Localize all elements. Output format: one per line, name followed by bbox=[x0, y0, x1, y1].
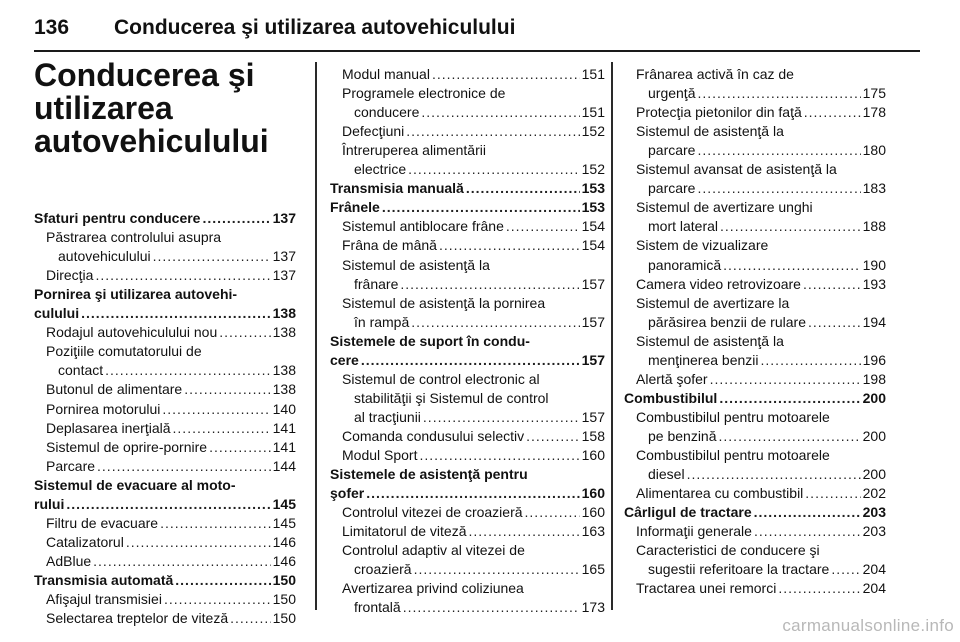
dot-leader bbox=[408, 160, 580, 178]
toc-entry bbox=[34, 438, 296, 456]
dot-leader bbox=[439, 236, 580, 254]
dot-leader bbox=[153, 247, 271, 265]
dot-leader bbox=[421, 103, 579, 121]
toc-entry-title: Alertă şofer bbox=[636, 370, 708, 387]
toc-entry bbox=[330, 160, 605, 178]
dot-leader bbox=[400, 275, 579, 293]
dot-leader bbox=[778, 579, 860, 597]
dot-leader bbox=[466, 179, 580, 197]
toc-entry-title: contact bbox=[58, 362, 104, 379]
toc-entry bbox=[624, 408, 886, 426]
watermark: carmanualsonline.info bbox=[782, 616, 954, 635]
dot-leader bbox=[219, 323, 270, 341]
toc-entry-title: Sistemele de asistenţă pentru bbox=[330, 466, 528, 483]
toc-entry-page: 146 bbox=[272, 552, 296, 569]
dot-leader bbox=[719, 389, 860, 407]
toc-entry-title: electrice bbox=[354, 161, 407, 178]
toc-entry bbox=[624, 236, 886, 254]
toc-entry-title: Deplasarea inerţială bbox=[46, 419, 171, 436]
toc-entry-title: panoramică bbox=[648, 256, 722, 273]
dot-leader bbox=[697, 141, 860, 159]
toc-entry-page: 203 bbox=[862, 504, 886, 521]
page-number: 136 bbox=[34, 16, 70, 39]
dot-leader bbox=[432, 65, 580, 83]
toc-entry-title: croazieră bbox=[354, 561, 412, 578]
toc-entry bbox=[330, 217, 605, 235]
toc-entry-title: AdBlue bbox=[46, 552, 92, 569]
toc-entry bbox=[624, 294, 886, 312]
dot-leader bbox=[184, 380, 270, 398]
toc-entry-title: Frânarea activă în caz de bbox=[636, 66, 794, 82]
toc-entry bbox=[330, 179, 605, 197]
toc-entry bbox=[330, 313, 605, 331]
toc-entry-title: Protecţia pietonilor din faţă bbox=[636, 104, 802, 121]
toc-entry-page: 146 bbox=[272, 533, 296, 550]
dot-leader bbox=[81, 304, 271, 322]
toc-entry bbox=[330, 541, 605, 559]
toc-entry-page: 151 bbox=[581, 104, 605, 121]
chapter-title-line: autovehiculului bbox=[34, 123, 269, 159]
toc-entry bbox=[34, 400, 296, 418]
toc-entry bbox=[624, 84, 886, 102]
toc-entry-page: 151 bbox=[581, 66, 605, 82]
dot-leader bbox=[93, 552, 270, 570]
dot-leader bbox=[414, 560, 580, 578]
toc-entry-page: 178 bbox=[862, 104, 886, 121]
toc-entry-title: culului bbox=[34, 305, 80, 322]
toc-entry bbox=[624, 103, 886, 121]
toc-entry-page: 152 bbox=[581, 161, 605, 178]
toc-entry bbox=[330, 122, 605, 140]
dot-leader bbox=[230, 609, 271, 627]
chapter-title bbox=[34, 59, 314, 158]
toc-entry-title: Pornirea motorului bbox=[46, 400, 161, 417]
toc-entry-title: Modul manual bbox=[342, 66, 430, 82]
toc-entry-title: Direcţia bbox=[46, 267, 94, 284]
toc-entry-page: 180 bbox=[862, 142, 886, 159]
toc-entry-title: Frânele bbox=[330, 199, 380, 216]
toc-entry bbox=[624, 560, 886, 578]
toc-entry-page: 163 bbox=[581, 523, 605, 540]
toc-entry-page: 204 bbox=[862, 561, 886, 578]
toc-entry-page: 198 bbox=[862, 370, 886, 387]
toc-entry-title: Sistemul de avertizare la bbox=[636, 294, 790, 311]
dot-leader bbox=[419, 446, 579, 464]
toc-entry bbox=[624, 427, 886, 445]
toc-entry-page: 183 bbox=[862, 180, 886, 197]
dot-leader bbox=[720, 217, 861, 235]
toc-entry bbox=[330, 141, 605, 159]
toc-entry-title: Sistemul de evacuare al moto- bbox=[34, 476, 236, 493]
toc-entry-title: urgenţă bbox=[648, 85, 696, 102]
toc-entry-title: stabilităţii şi Sistemul de control bbox=[354, 389, 549, 406]
toc-entry-title: Catalizatorul bbox=[46, 533, 124, 550]
toc-entry bbox=[34, 552, 296, 570]
dot-leader bbox=[164, 590, 271, 608]
toc-entry-page: 153 bbox=[581, 199, 605, 216]
toc-entry bbox=[330, 351, 605, 369]
toc-entry-title: Selectarea treptelor de viteză bbox=[46, 610, 229, 627]
dot-leader bbox=[160, 514, 271, 532]
dot-leader bbox=[697, 179, 860, 197]
toc-entry-page: 160 bbox=[581, 485, 605, 502]
dot-leader bbox=[175, 571, 270, 589]
column-divider bbox=[315, 62, 317, 610]
toc-entry bbox=[34, 247, 296, 265]
toc-entry-title: în rampă bbox=[354, 313, 410, 330]
toc-entry-page: 150 bbox=[272, 610, 296, 627]
toc-entry bbox=[330, 446, 605, 464]
toc-entry bbox=[624, 503, 886, 521]
toc-entry-page: 204 bbox=[862, 580, 886, 597]
toc-entry-page: 144 bbox=[272, 457, 296, 474]
toc-entry-page: 200 bbox=[862, 389, 886, 406]
toc-entry-page: 157 bbox=[581, 351, 605, 368]
toc-entry bbox=[34, 457, 296, 475]
toc-entry bbox=[34, 304, 296, 322]
toc-entry-page: 173 bbox=[581, 599, 605, 616]
toc-entry bbox=[624, 122, 886, 140]
dot-leader bbox=[209, 438, 271, 456]
toc-entry-title: diesel bbox=[648, 466, 685, 483]
toc-entry-page: 160 bbox=[581, 447, 605, 463]
dot-leader bbox=[803, 275, 861, 293]
toc-entry-page: 141 bbox=[272, 438, 296, 455]
running-title: Conducerea şi utilizarea autovehiculului bbox=[114, 16, 516, 39]
toc-entry bbox=[624, 484, 886, 502]
toc-entry-title: pe benzină bbox=[648, 427, 717, 444]
dot-leader bbox=[105, 361, 271, 379]
toc-entry-title: Butonul de alimentare bbox=[46, 381, 183, 398]
toc-entry-title: Sistemul de control electronic al bbox=[342, 370, 540, 387]
toc-entry-page: 138 bbox=[272, 381, 296, 398]
toc-entry-page: 152 bbox=[581, 123, 605, 140]
dot-leader bbox=[525, 503, 580, 521]
dot-leader bbox=[754, 522, 861, 540]
dot-leader bbox=[361, 351, 580, 369]
toc-entry-title: Afişajul transmisiei bbox=[46, 591, 162, 607]
toc-entry-page: 145 bbox=[272, 514, 296, 531]
toc-entry-page: 160 bbox=[581, 504, 605, 521]
toc-entry bbox=[624, 465, 886, 483]
dot-leader bbox=[761, 351, 861, 369]
dot-leader bbox=[382, 198, 580, 216]
toc-entry-page: 138 bbox=[272, 362, 296, 379]
toc-entry bbox=[330, 427, 605, 445]
toc-entry bbox=[624, 541, 886, 559]
toc-entry-page: 165 bbox=[581, 561, 605, 578]
toc-entry bbox=[624, 332, 886, 350]
toc-entry bbox=[624, 256, 886, 274]
toc-entry-title: Sistemul de avertizare unghi bbox=[636, 199, 813, 216]
toc-entry-page: 190 bbox=[862, 256, 886, 273]
toc-entry-title: Camera video retrovizoare bbox=[636, 275, 801, 292]
toc-entry-title: Sfaturi pentru conducere bbox=[34, 210, 201, 226]
toc-entry-page: 137 bbox=[272, 267, 296, 284]
toc-entry-page: 194 bbox=[862, 313, 886, 330]
toc-entry bbox=[624, 160, 886, 178]
toc-entry-page: 157 bbox=[581, 408, 605, 425]
toc-entry bbox=[624, 370, 886, 388]
dot-leader bbox=[173, 419, 271, 437]
toc-entry bbox=[34, 209, 296, 227]
toc-entry-title: Sistemul antiblocare frâne bbox=[342, 218, 504, 235]
toc-entry bbox=[330, 522, 605, 540]
column-divider bbox=[611, 62, 613, 610]
toc-entry-title: parcare bbox=[648, 142, 696, 159]
toc-entry-title: Caracteristici de conducere şi bbox=[636, 542, 820, 559]
dot-leader bbox=[506, 217, 580, 235]
toc-entry-title: rului bbox=[34, 495, 65, 512]
toc-entry bbox=[330, 236, 605, 254]
toc-entry-title: Sistemul de asistenţă la pornirea bbox=[342, 294, 546, 311]
toc-entry bbox=[34, 571, 296, 589]
toc-entry bbox=[624, 198, 886, 216]
toc-entry bbox=[330, 408, 605, 426]
dot-leader bbox=[406, 122, 579, 140]
toc-entry bbox=[330, 275, 605, 293]
toc-entry-page: 193 bbox=[862, 275, 886, 292]
toc-entry bbox=[624, 65, 886, 83]
toc-entry bbox=[330, 198, 605, 216]
toc-entry bbox=[624, 389, 886, 407]
toc-entry bbox=[34, 419, 296, 437]
toc-entry-page: 200 bbox=[862, 427, 886, 444]
toc-entry-title: parcare bbox=[648, 180, 696, 197]
dot-leader bbox=[126, 533, 271, 551]
toc-entry bbox=[330, 465, 605, 483]
toc-entry-page: 138 bbox=[272, 324, 296, 341]
toc-entry-title: Păstrarea controlului asupra bbox=[46, 229, 222, 246]
toc-entry bbox=[330, 65, 605, 83]
toc-entry-title: Rodajul autovehiculului nou bbox=[46, 324, 218, 341]
toc-entry-page: 196 bbox=[862, 351, 886, 368]
toc-entry-page: 200 bbox=[862, 466, 886, 483]
toc-entry bbox=[34, 323, 296, 341]
toc-entry bbox=[34, 380, 296, 398]
toc-entry bbox=[624, 275, 886, 293]
toc-entry-title: Filtru de evacuare bbox=[46, 514, 159, 531]
toc-entry-title: Informaţii generale bbox=[636, 523, 752, 540]
dot-leader bbox=[162, 400, 270, 418]
toc-entry-page: 175 bbox=[862, 85, 886, 102]
toc-entry bbox=[624, 351, 886, 369]
toc-entry-page: 203 bbox=[862, 523, 886, 540]
toc-entry-title: frontală bbox=[354, 599, 401, 616]
toc-entry-title: Sistemul de asistenţă la bbox=[636, 123, 784, 140]
toc-entry-title: sugestii referitoare la tractare bbox=[648, 561, 830, 578]
toc-entry-title: Comanda condusului selectiv bbox=[342, 427, 525, 444]
toc-entry-title: Sistemul avansat de asistenţă la bbox=[636, 161, 837, 178]
toc-entry-page: 137 bbox=[272, 248, 296, 265]
dot-leader bbox=[719, 427, 861, 445]
dot-leader bbox=[754, 503, 861, 521]
toc-entry bbox=[330, 84, 605, 102]
dot-leader bbox=[95, 266, 270, 284]
toc-entry-title: Sistemele de suport în condu- bbox=[330, 332, 530, 349]
toc-entry-page: 150 bbox=[272, 591, 296, 607]
toc-entry bbox=[330, 598, 605, 616]
toc-entry-title: Întreruperea alimentării bbox=[342, 142, 486, 159]
toc-entry bbox=[624, 313, 886, 331]
toc-entry-title: Transmisia manuală bbox=[330, 180, 464, 197]
toc-entry bbox=[330, 103, 605, 121]
toc-entry-page: 137 bbox=[272, 210, 296, 226]
toc-entry bbox=[34, 476, 296, 494]
toc-entry-page: 202 bbox=[862, 485, 886, 502]
toc-entry bbox=[330, 484, 605, 502]
dot-leader bbox=[710, 370, 861, 388]
toc-entry-page: 154 bbox=[581, 218, 605, 235]
toc-entry-title: autovehiculului bbox=[58, 248, 151, 265]
toc-entry-title: Controlul adaptiv al vitezei de bbox=[342, 542, 525, 559]
toc-entry bbox=[624, 579, 886, 597]
toc-entry bbox=[330, 579, 605, 597]
toc-entry bbox=[34, 266, 296, 284]
toc-entry-page: 150 bbox=[272, 571, 296, 588]
toc-entry-title: Combustibilul pentru motoarele bbox=[636, 408, 830, 425]
toc-entry bbox=[330, 332, 605, 350]
dot-leader bbox=[423, 408, 580, 426]
toc-entry-title: Sistem de vizualizare bbox=[636, 237, 769, 254]
toc-entry bbox=[330, 370, 605, 388]
chapter-title-line: utilizarea bbox=[34, 90, 173, 126]
toc-entry-title: Pornirea şi utilizarea autovehi- bbox=[34, 286, 238, 303]
toc-entry-title: Sistemul de asistenţă la bbox=[342, 256, 490, 273]
chapter-title-line: Conducerea şi bbox=[34, 57, 255, 93]
dot-leader bbox=[411, 313, 579, 331]
toc-entry bbox=[34, 495, 296, 513]
toc-entry-title: Transmisia automată bbox=[34, 571, 174, 588]
dot-leader bbox=[831, 560, 860, 578]
toc-entry bbox=[34, 533, 296, 551]
dot-leader bbox=[202, 209, 270, 227]
toc-entry bbox=[624, 141, 886, 159]
toc-entry bbox=[34, 609, 296, 627]
toc-entry-title: Frâna de mână bbox=[342, 237, 437, 254]
dot-leader bbox=[526, 427, 580, 445]
toc-entry-title: al tracţiunii bbox=[354, 408, 421, 425]
toc-entry bbox=[34, 590, 296, 608]
toc-entry-page: 188 bbox=[862, 218, 886, 235]
toc-entry-page: 157 bbox=[581, 275, 605, 292]
toc-entry-title: cere bbox=[330, 351, 359, 368]
toc-entry-title: Sistemul de asistenţă la bbox=[636, 332, 784, 349]
toc-entry-title: Parcare bbox=[46, 457, 96, 474]
toc-entry-title: Avertizarea privind coliziunea bbox=[342, 580, 524, 597]
toc-entry bbox=[330, 389, 605, 407]
dot-leader bbox=[805, 484, 860, 502]
toc-entry-title: Sistemul de oprire-pornire bbox=[46, 438, 208, 455]
dot-leader bbox=[697, 84, 860, 102]
toc-entry bbox=[34, 285, 296, 303]
toc-entry-page: 141 bbox=[272, 419, 296, 436]
toc-entry-title: Limitatorul de viteză bbox=[342, 523, 467, 540]
toc-entry bbox=[330, 256, 605, 274]
toc-entry-page: 153 bbox=[581, 180, 605, 197]
toc-entry-title: Modul Sport bbox=[342, 447, 418, 463]
toc-entry-title: Cârligul de tractare bbox=[624, 504, 752, 521]
toc-entry bbox=[624, 217, 886, 235]
toc-entry-page: 138 bbox=[272, 305, 296, 322]
dot-leader bbox=[366, 484, 579, 502]
toc-entry bbox=[624, 446, 886, 464]
toc-entry-title: Tractarea unei remorci bbox=[636, 580, 777, 597]
dot-leader bbox=[97, 457, 271, 475]
toc-entry bbox=[330, 560, 605, 578]
dot-leader bbox=[687, 465, 861, 483]
toc-entry-title: Combustibilul bbox=[624, 389, 718, 406]
toc-entry-title: menţinerea benzii bbox=[648, 351, 759, 368]
toc-entry bbox=[34, 361, 296, 379]
dot-leader bbox=[723, 256, 860, 274]
toc-entry-title: Defecţiuni bbox=[342, 123, 405, 140]
toc-entry-page: 157 bbox=[581, 313, 605, 330]
dot-leader bbox=[469, 522, 580, 540]
toc-entry bbox=[624, 522, 886, 540]
toc-entry bbox=[330, 294, 605, 312]
toc-entry bbox=[330, 503, 605, 521]
toc-entry-title: conducere bbox=[354, 104, 420, 121]
toc-entry-title: frânare bbox=[354, 275, 399, 292]
toc-entry-title: şofer bbox=[330, 485, 365, 502]
dot-leader bbox=[66, 495, 270, 513]
toc-entry bbox=[34, 228, 296, 246]
toc-entry-title: Combustibilul pentru motoarele bbox=[636, 447, 830, 463]
toc-entry-page: 140 bbox=[272, 400, 296, 417]
toc-entry bbox=[34, 342, 296, 360]
toc-entry-page: 158 bbox=[581, 427, 605, 444]
page-header bbox=[34, 10, 920, 52]
dot-leader bbox=[403, 598, 580, 616]
toc-entry-title: Controlul vitezei de croazieră bbox=[342, 504, 523, 521]
toc-entry-title: Programele electronice de bbox=[342, 85, 506, 102]
dot-leader bbox=[808, 313, 861, 331]
toc-entry-page: 154 bbox=[581, 237, 605, 254]
dot-leader bbox=[804, 103, 861, 121]
toc-entry-title: Poziţiile comutatorului de bbox=[46, 343, 202, 360]
toc-entry bbox=[34, 514, 296, 532]
toc-entry-title: mort lateral bbox=[648, 218, 719, 235]
toc-entry bbox=[624, 179, 886, 197]
toc-entry-title: părăsirea benzii de rulare bbox=[648, 313, 806, 330]
toc-entry-page: 145 bbox=[272, 495, 296, 512]
toc-entry-title: Alimentarea cu combustibil bbox=[636, 485, 804, 502]
